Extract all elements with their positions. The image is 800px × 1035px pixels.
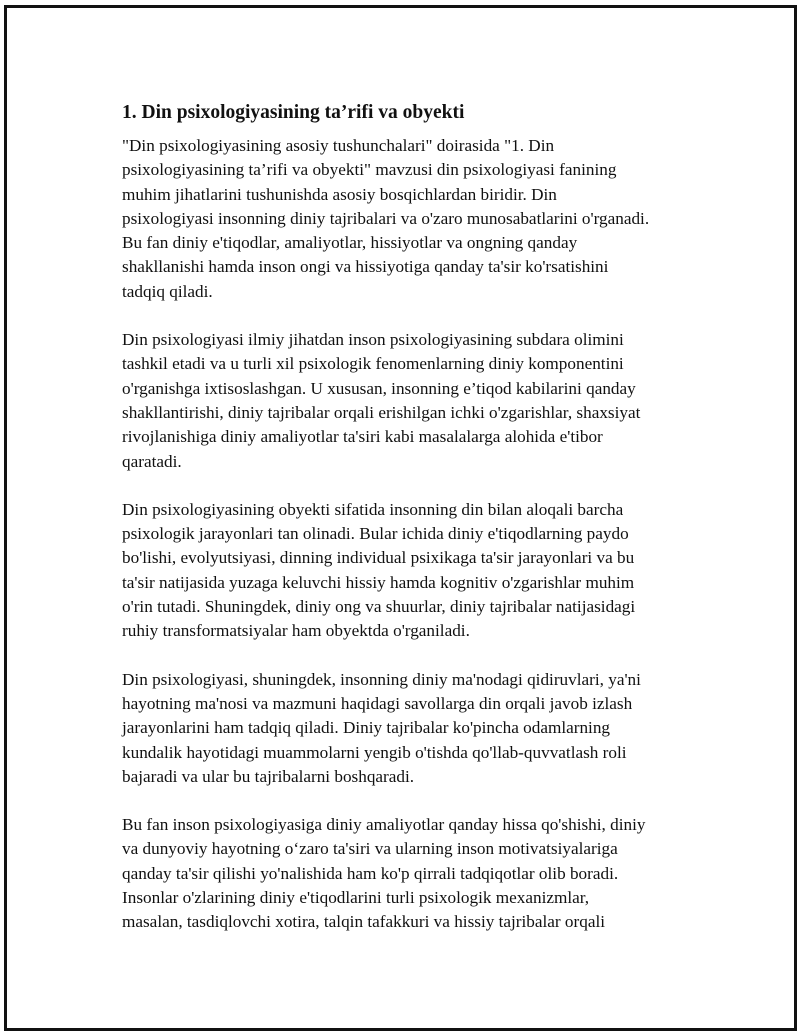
text-line: jarayonlarini ham tadqiq qiladi. Diniy tajribalar ko'pincha odamlarning bbox=[122, 718, 611, 738]
paragraph bbox=[122, 328, 697, 474]
paragraph bbox=[122, 134, 697, 304]
paragraph bbox=[122, 813, 697, 934]
text-line: o'rin tutadi. Shuningdek, diniy ong va shuurlar, diniy tajribalar natijasidagi bbox=[122, 597, 636, 617]
text-line: Bu fan diniy e'tiqodlar, amaliyotlar, hissiyotlar va ongning qanday bbox=[122, 233, 578, 253]
text-line: ta'sir natijasida yuzaga keluvchi hissiy hamda kognitiv o'zgarishlar muhim bbox=[122, 572, 635, 592]
text-line: tadqiq qiladi. bbox=[122, 281, 213, 301]
text-line: shakllantirishi, diniy tajribalar orqali erishilgan ichki o'zgarishlar, shaxsiyat bbox=[122, 402, 641, 422]
text-line: va dunyoviy hayotning o‘zaro ta'siri va ularning inson motivatsiyalariga bbox=[122, 839, 618, 859]
paragraph bbox=[122, 668, 697, 789]
text-line: tashkil etadi va u turli xil psixologik fenomenlarning diniy komponentini bbox=[122, 354, 624, 374]
text-line: psixologiyasining ta’rifi va obyekti" mavzusi din psixologiyasi fanining bbox=[122, 160, 617, 180]
text-line: rivojlanishiga diniy amaliyotlar ta'siri kabi masalalarga alohida e'tibor bbox=[122, 427, 603, 447]
page-frame bbox=[4, 5, 797, 1031]
text-line: bajaradi va ular bu tajribalarni boshqaradi. bbox=[122, 766, 415, 786]
text-line: bo'lishi, evolyutsiyasi, dinning individual psixikaga ta'sir jarayonlari va bu bbox=[122, 548, 635, 568]
text-line: psixologiyasi insonning diniy tajribalari va o'zaro munosabatlarini o'rganadi. bbox=[122, 208, 650, 228]
text-line: ruhiy transformatsiyalar ham obyektda o'rganiladi. bbox=[122, 621, 470, 641]
text-line: o'rganishga ixtisoslashgan. U xususan, insonning e’tiqod kabilarini qanday bbox=[122, 378, 636, 398]
text-line: Insonlar o'zlarining diniy e'tiqodlarini turli psixologik mexanizmlar, bbox=[122, 888, 590, 908]
text-line: qaratadi. bbox=[122, 451, 182, 471]
text-line: Din psixologiyasi, shuningdek, insonning diniy ma'nodagi qidiruvlari, ya'ni bbox=[122, 669, 641, 689]
paragraph bbox=[122, 498, 697, 644]
paragraph-list bbox=[122, 134, 697, 935]
text-line: kundalik hayotidagi muammolarni yengib o'tishda qo'llab-quvvatlash roli bbox=[122, 742, 627, 762]
text-line: muhim jihatlarini tushunishda asosiy bosqichlardan biridir. Din bbox=[122, 184, 557, 204]
text-line: qanday ta'sir qilishi yo'nalishida ham ko'p qirrali tadqiqotlar olib boradi. bbox=[122, 863, 619, 883]
text-line: psixologik jarayonlari tan olinadi. Bular ichida diniy e'tiqodlarning paydo bbox=[122, 524, 629, 544]
text-line: shakllanishi hamda inson ongi va hissiyotiga qanday ta'sir ko'rsatishini bbox=[122, 257, 609, 277]
text-line: Din psixologiyasi ilmiy jihatdan inson psixologiyasining subdara olimini bbox=[122, 330, 624, 350]
text-line: masalan, tasdiqlovchi xotira, talqin tafakkuri va hissiy tajribalar orqali bbox=[122, 912, 606, 932]
text-line: Bu fan inson psixologiyasiga diniy amaliyotlar qanday hissa qo'shishi, diniy bbox=[122, 815, 646, 835]
text-line: Din psixologiyasining obyekti sifatida insonning din bilan aloqali barcha bbox=[122, 499, 624, 519]
text-line: hayotning ma'nosi va mazmuni haqidagi savollarga din orqali javob izlash bbox=[122, 693, 633, 713]
section-heading: 1. Din psixologiyasining ta’rifi va obyekti bbox=[122, 102, 465, 123]
document-body bbox=[122, 100, 697, 959]
text-line: "Din psixologiyasining asosiy tushunchalari" doirasida "1. Din bbox=[122, 136, 555, 155]
